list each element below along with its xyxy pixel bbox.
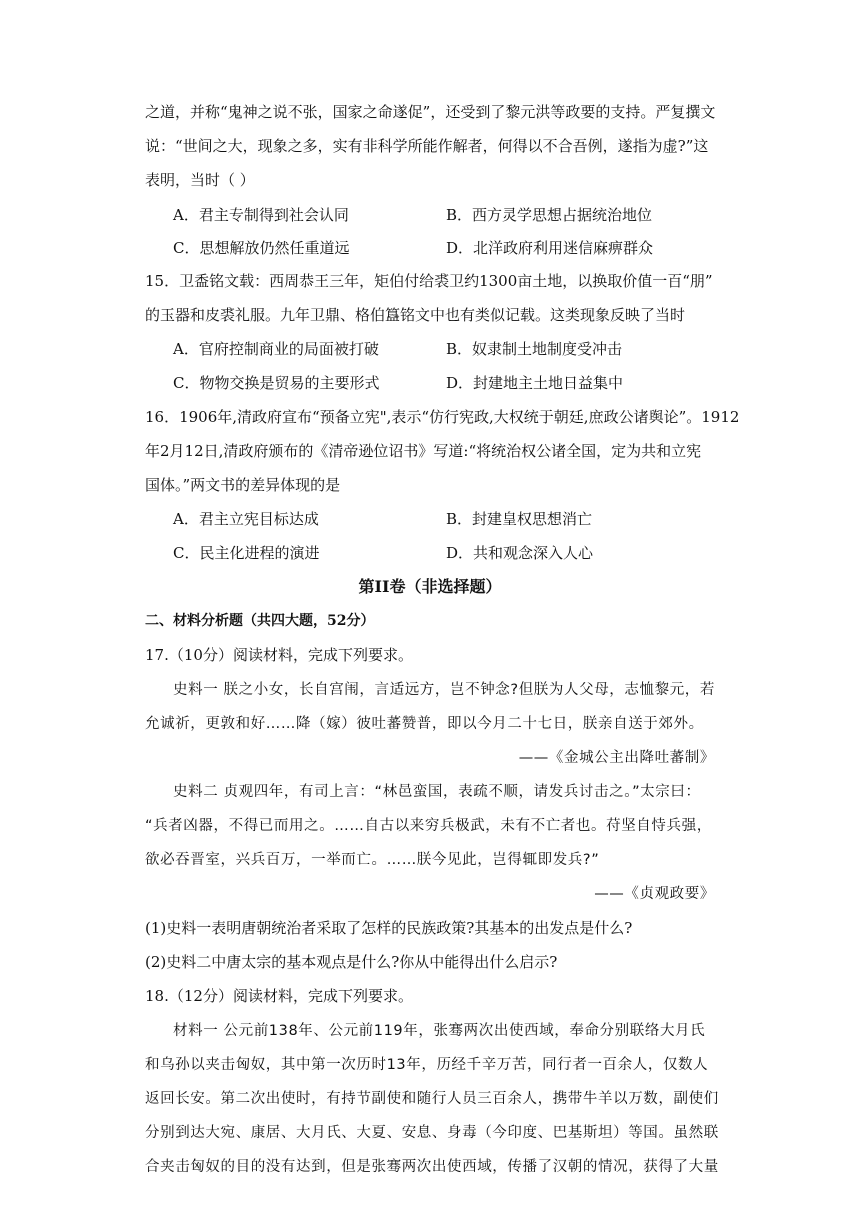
q17-material1-line-2: 允诚祈，更敦和好……降（嫁）彼吐蕃赞普，即以今月二十七日，朕亲自送于郊外。 [145, 716, 704, 732]
q18-material1-line-5: 合夹击匈奴的目的没有达到，但是张骞两次出使西域，传播了汉朝的情况，获得了大量 [145, 1159, 719, 1175]
q16-option-a: A．君主立宪目标达成 [173, 510, 319, 528]
q17-intro: 17.（10分）阅读材料，完成下列要求。 [145, 646, 413, 664]
q16-line-2: 年2月12日,清政府颁布的《清帝逊位诏书》写道:“将统治权公诸全国，定为共和立宪 [145, 442, 702, 460]
q17-material2-line-3: 欲必吞晋室，兴兵百万，一举而亡。……朕今见此，岂得辄即发兵?” [145, 852, 600, 868]
q17-material1-line-1: 史料一 朕之小女，长自宫闱，言适远方，岂不钟念?但朕为人父母，志恤黎元，若 [173, 682, 716, 698]
q16-line-1: 16．1906年,清政府宣布“预备立宪",表示“仿行宪政,大权统于朝廷,庶政公诸舆论”。1912 [145, 408, 740, 426]
q18-material1-line-2: 和乌孙以夹击匈奴，其中第一次历时13年，历经千辛万苦，同行者一百余人，仅数人 [145, 1057, 709, 1073]
q14-line-2: 说：“世间之大，现象之多，实有非科学所能作解者，何得以不合吾例，遂指为虚?”这 [145, 137, 709, 155]
part2-title: 第II卷（非选择题） [358, 577, 502, 596]
q16-option-b: B．封建皇权思想消亡 [446, 510, 593, 528]
q14-line-3: 表明，当时（ ） [145, 171, 255, 189]
q18-material1-line-3: 返回长安。第二次出使时，有持节副使和随行人员三百余人，携带牛羊以万数，副使们 [145, 1091, 719, 1107]
section-heading: 二、材料分析题（共四大题，52分） [145, 613, 375, 629]
q17-sub-question-1: (1)史料一表明唐朝统治者采取了怎样的民族政策?其基本的出发点是什么? [145, 919, 633, 937]
q18-intro: 18.（12分）阅读材料，完成下列要求。 [145, 987, 413, 1005]
q16-option-d: D．共和观念深入人心 [446, 544, 594, 562]
q16-line-3: 国体。”两文书的差异体现的是 [145, 476, 341, 494]
q15-line-1: 15．卫盉铭文载：西周恭王三年，矩伯付给裘卫约1300亩土地，以换取价值一百“朋” [145, 272, 713, 290]
q14-option-c: C．思想解放仍然任重道远 [173, 239, 350, 257]
q17-material2-line-2: “兵者凶器，不得已而用之。……自古以来穷兵极武，未有不亡者也。苻坚自恃兵强， [145, 818, 712, 834]
q15-option-c: C．物物交换是贸易的主要形式 [173, 374, 380, 392]
q14-option-a: A．君主专制得到社会认同 [173, 206, 349, 224]
q16-option-c: C．民主化进程的演进 [173, 544, 320, 562]
q17-material1-source: ——《金城公主出降吐蕃制》 [518, 750, 715, 766]
q18-material1-line-1: 材料一 公元前138年、公元前119年，张骞两次出使西域，奉命分别联络大月氏 [173, 1023, 706, 1039]
q17-sub-question-2: (2)史料二中唐太宗的基本观点是什么?你从中能得出什么启示? [145, 953, 558, 971]
q15-line-2: 的玉器和皮裘礼服。九年卫鼎、格伯簋铭文中也有类似记载。这类现象反映了当时 [145, 306, 686, 324]
q15-option-b: B．奴隶制土地制度受冲击 [446, 340, 623, 358]
q14-option-d: D．北洋政府利用迷信麻痹群众 [446, 239, 654, 257]
q15-option-a: A．官府控制商业的局面被打破 [173, 340, 379, 358]
q17-material2-source: ——《贞观政要》 [594, 886, 715, 902]
q18-material1-line-4: 分别到达大宛、康居、大月氏、大夏、安息、身毒（今印度、巴基斯坦）等国。虽然联 [145, 1125, 719, 1141]
q15-option-d: D．封建地主土地日益集中 [446, 374, 624, 392]
q14-line-1: 之道，并称“鬼神之说不张，国家之命遂促”，还受到了黎元洪等政要的支持。严复撰文 [145, 103, 716, 121]
q14-option-b: B．西方灵学思想占据统治地位 [446, 206, 653, 224]
q17-material2-line-1: 史料二 贞观四年，有司上言：“林邑蛮国，表疏不顺，请发兵讨击之。”太宗曰： [173, 784, 701, 800]
